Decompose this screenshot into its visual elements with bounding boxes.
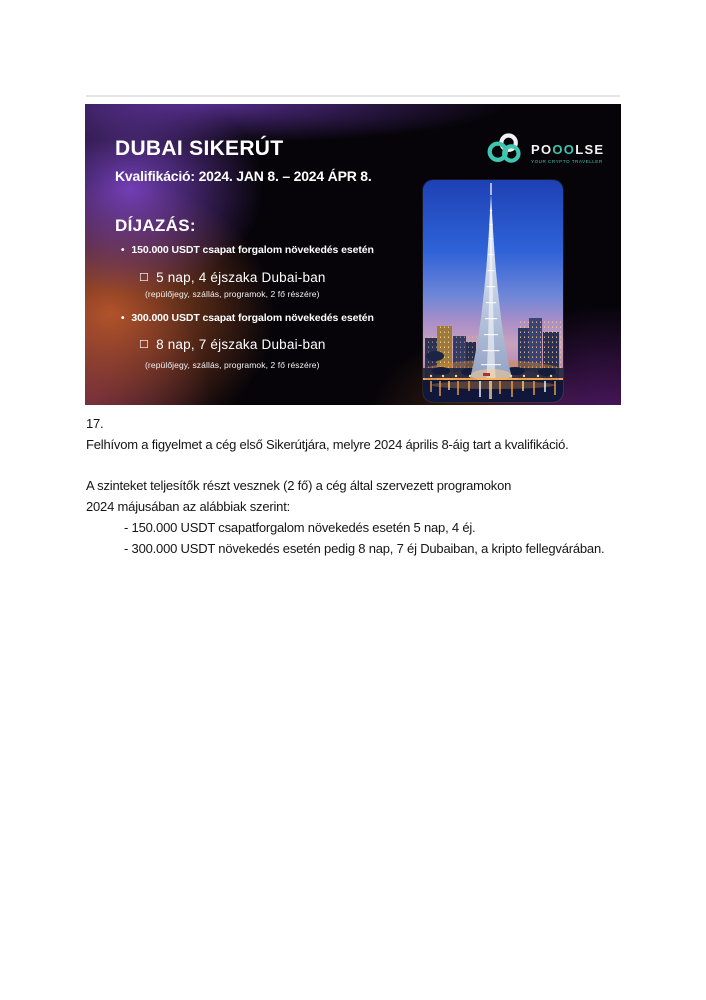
program-line-2: 2024 májusában az alábbiak szerint: (86, 499, 291, 515)
blank-line (86, 456, 686, 477)
prizes-heading: DÍJAZÁS: (115, 216, 196, 235)
burj-khalifa-illustration (423, 180, 563, 402)
banner-subtitle: Kvalifikáció: 2024. JAN 8. – 2024 ÁPR 8. (115, 168, 372, 184)
banner-title: DUBAI SIKERÚT (115, 137, 284, 160)
promo-banner (85, 104, 621, 405)
prize-condition-text: 150.000 USDT csapat forgalom növekedés esetén (131, 244, 374, 256)
intro-paragraph: Felhívom a figyelmet a cég első Sikerútjára, melyre 2024 április 8-áig tart a kvalifikáció. (86, 436, 569, 452)
checkbox-icon: ☐ (139, 339, 150, 351)
brand-name: POOOLSE (531, 142, 605, 157)
scan-artifact-line (86, 95, 620, 97)
poolse-rings-icon (487, 131, 523, 167)
bullet-dot-icon: • (121, 245, 125, 256)
prize-item-2-condition (121, 312, 374, 324)
prize-reward-text: 8 nap, 7 éjszaka Dubai-ban (156, 337, 326, 352)
prize-item-1-note: (repülőjegy, szállás, programok, 2 fő részére) (145, 289, 320, 299)
prize-item-1-condition (121, 244, 374, 256)
program-line-1: A szinteket teljesítők részt vesznek (2 fő) a cég által szervezett programokon (86, 478, 512, 494)
prize-condition-text: 300.000 USDT csapat forgalom növekedés esetén (131, 312, 374, 324)
prize-reward-text: 5 nap, 4 éjszaka Dubai-ban (156, 270, 326, 285)
burj-khalifa-photo (423, 180, 563, 402)
prize-list-item: - 150.000 USDT csapatforgalom növekedés esetén 5 nap, 4 éj. (124, 519, 476, 535)
prize-item-2-note: (repülőjegy, szállás, programok, 2 fő részére) (145, 360, 320, 370)
page-number: 17. (86, 416, 104, 431)
prize-list-item: - 300.000 USDT növekedés esetén pedig 8 nap, 7 éj Dubaiban, a kripto fellegvárában. (124, 540, 605, 556)
prize-item-1-reward (139, 270, 326, 285)
checkbox-icon: ☐ (139, 272, 150, 284)
poolse-logo (487, 131, 604, 167)
prize-list (86, 518, 686, 560)
poolse-logo-text (531, 142, 604, 167)
brand-tagline: YOUR CRYPTO TRAVELLER (531, 159, 603, 164)
bullet-dot-icon: • (121, 313, 125, 324)
document-body (86, 414, 686, 560)
prize-item-2-reward (139, 337, 326, 352)
